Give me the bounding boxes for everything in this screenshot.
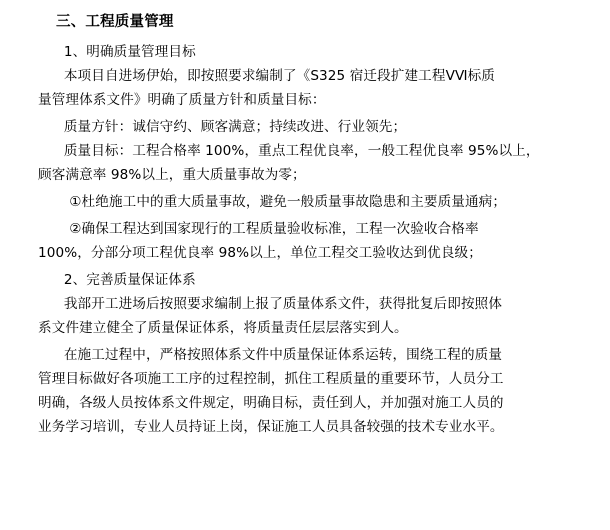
paragraph: 质量方针：诚信守约、顾客满意；持续改进、行业领先； <box>63 119 407 136</box>
list-item: ②确保工程达到国家现行的工程质量验收标准，工程一次验收合格率 <box>69 221 479 238</box>
paragraph: 明确，各级人员按体系文件规定，明确目标，责任到人，并加强对施工人员的 <box>38 395 504 412</box>
paragraph: 本项目自进场伊始，即按照要求编制了《S325 宿迁段扩建工程ⅤⅥ标质 <box>63 68 495 85</box>
list-item: ①杜绝施工中的重大质量事故，避免一般质量事故隐患和主要质量通病； <box>69 194 507 211</box>
paragraph: 100%，分部分项工程优良率 98%以上，单位工程交工验收达到优良级； <box>38 245 482 262</box>
paragraph: 系文件建立健全了质量保证体系，将质量责任层层落实到人。 <box>38 320 408 337</box>
paragraph: 我部开工进场后按照要求编制上报了质量体系文件，获得批复后即按照体 <box>63 296 503 313</box>
paragraph: 在施工过程中，严格按照体系文件中质量保证体系运转，围绕工程的质量 <box>63 347 503 364</box>
paragraph: 管理目标做好各项施工工序的过程控制，抓住工程质量的重要环节，人员分工 <box>38 371 504 388</box>
paragraph: 1、明确质量管理目标 <box>63 44 196 61</box>
paragraph: 业务学习培训，专业人员持证上岗，保证施工人员具备较强的技术专业水平。 <box>38 419 504 436</box>
paragraph: 顾客满意率 98%以上，重大质量事故为零； <box>38 167 306 184</box>
page-title: 三、工程质量管理 <box>56 14 174 30</box>
paragraph: 量管理体系文件》明确了质量方针和质量目标： <box>38 92 326 109</box>
paragraph: 质量目标：工程合格率 100%，重点工程优良率，一般工程优良率 95%以上， <box>63 143 540 160</box>
paragraph: 2、完善质量保证体系 <box>63 272 196 289</box>
